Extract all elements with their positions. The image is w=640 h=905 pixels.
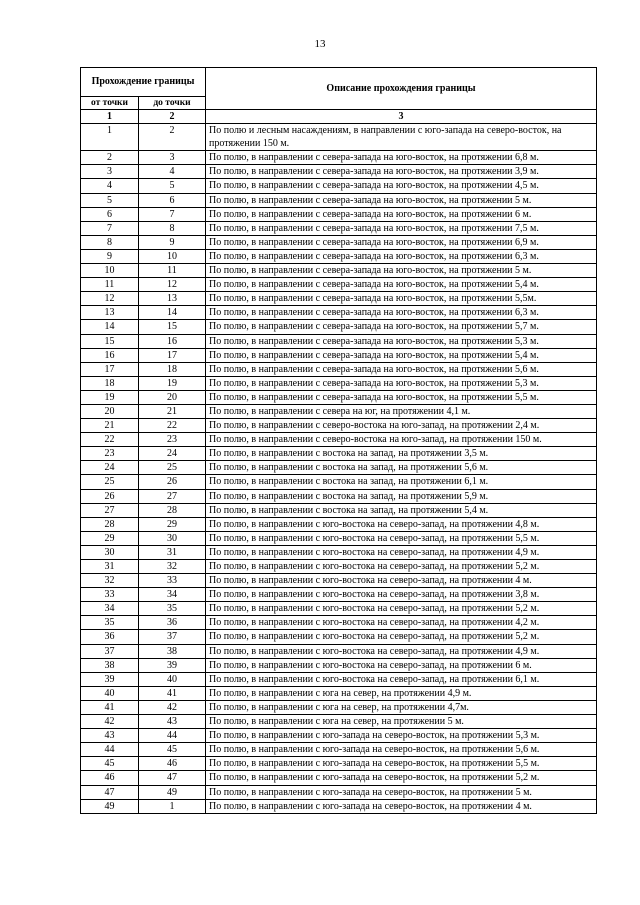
from-point-cell: 42 <box>81 715 139 729</box>
to-point-cell: 14 <box>139 306 206 320</box>
to-point-cell: 45 <box>139 743 206 757</box>
table-row <box>81 447 597 461</box>
to-point-cell: 27 <box>139 489 206 503</box>
from-point-cell: 11 <box>81 278 139 292</box>
to-point-cell: 25 <box>139 461 206 475</box>
table-row <box>81 390 597 404</box>
from-point-cell: 12 <box>81 292 139 306</box>
column-index-row <box>81 110 597 124</box>
description-cell: По полю, в направлении с севера-запада на юго-восток, на протяжении 5,7 м. <box>206 320 597 334</box>
to-point-cell: 15 <box>139 320 206 334</box>
from-point-cell: 43 <box>81 729 139 743</box>
group-header: Прохождение границы <box>81 68 206 97</box>
page-number: 13 <box>314 38 326 50</box>
table-row <box>81 419 597 433</box>
description-cell: По полю, в направлении с юго-востока на северо-запад, на протяжении 4,8 м. <box>206 517 597 531</box>
table-row <box>81 489 597 503</box>
table-row <box>81 545 597 559</box>
description-cell: По полю, в направлении с юго-востока на северо-запад, на протяжении 6 м. <box>206 658 597 672</box>
from-point-cell: 1 <box>81 124 139 151</box>
description-cell: По полю, в направлении с востока на запад, на протяжении 6,1 м. <box>206 475 597 489</box>
table-row <box>81 602 597 616</box>
table-row <box>81 799 597 813</box>
description-cell: По полю, в направлении с северо-востока на юго-запад, на протяжении 2,4 м. <box>206 419 597 433</box>
description-cell: По полю, в направлении с севера-запада на юго-восток, на протяжении 5,3 м. <box>206 376 597 390</box>
from-point-cell: 47 <box>81 785 139 799</box>
description-cell: По полю, в направлении с востока на запад, на протяжении 5,4 м. <box>206 503 597 517</box>
from-point-cell: 25 <box>81 475 139 489</box>
to-point-cell: 39 <box>139 658 206 672</box>
description-cell: По полю, в направлении с севера-запада на юго-восток, на протяжении 5,3 м. <box>206 334 597 348</box>
to-point-cell: 44 <box>139 729 206 743</box>
to-point-cell: 34 <box>139 588 206 602</box>
from-point-cell: 2 <box>81 151 139 165</box>
from-point-cell: 10 <box>81 264 139 278</box>
to-point-cell: 3 <box>139 151 206 165</box>
table-row <box>81 461 597 475</box>
description-cell: По полю, в направлении с севера-запада на юго-восток, на протяжении 7,5 м. <box>206 221 597 235</box>
table-row <box>81 151 597 165</box>
table-row <box>81 658 597 672</box>
to-point-cell: 13 <box>139 292 206 306</box>
from-point-cell: 13 <box>81 306 139 320</box>
to-point-cell: 43 <box>139 715 206 729</box>
from-point-cell: 39 <box>81 672 139 686</box>
description-cell: По полю, в направлении с юга на север, на протяжении 5 м. <box>206 715 597 729</box>
description-cell: По полю, в направлении с юго-востока на северо-запад, на протяжении 5,2 м. <box>206 560 597 574</box>
from-point-cell: 40 <box>81 686 139 700</box>
description-cell: По полю, в направлении с юго-востока на северо-запад, на протяжении 5,2 м. <box>206 602 597 616</box>
table-row <box>81 531 597 545</box>
description-cell: По полю, в направлении с юго-востока на северо-запад, на протяжении 4,9 м. <box>206 545 597 559</box>
from-point-cell: 9 <box>81 249 139 263</box>
to-point-cell: 6 <box>139 193 206 207</box>
to-point-cell: 29 <box>139 517 206 531</box>
description-cell: По полю, в направлении с севера-запада на юго-восток, на протяжении 3,9 м. <box>206 165 597 179</box>
column-index: 2 <box>139 110 206 124</box>
table-row <box>81 235 597 249</box>
table-row <box>81 207 597 221</box>
table-row <box>81 588 597 602</box>
to-point-cell: 31 <box>139 545 206 559</box>
table-row <box>81 165 597 179</box>
table-row <box>81 729 597 743</box>
from-point-cell: 28 <box>81 517 139 531</box>
from-point-cell: 49 <box>81 799 139 813</box>
boundary-table <box>80 67 597 814</box>
description-cell: По полю, в направлении с севера-запада на юго-восток, на протяжении 4,5 м. <box>206 179 597 193</box>
description-cell: По полю, в направлении с юго-запада на северо-восток, на протяжении 5 м. <box>206 785 597 799</box>
from-point-cell: 36 <box>81 630 139 644</box>
to-point-cell: 16 <box>139 334 206 348</box>
from-point-cell: 26 <box>81 489 139 503</box>
description-cell: По полю, в направлении с севера-запада на юго-восток, на протяжении 5,5м. <box>206 292 597 306</box>
to-point-cell: 26 <box>139 475 206 489</box>
description-cell: По полю, в направлении с юго-запада на северо-восток, на протяжении 5,6 м. <box>206 743 597 757</box>
description-cell: По полю, в направлении с юго-востока на северо-запад, на протяжении 5,5 м. <box>206 531 597 545</box>
description-cell: По полю, в направлении с юго-востока на северо-запад, на протяжении 4 м. <box>206 574 597 588</box>
from-point-cell: 15 <box>81 334 139 348</box>
from-point-cell: 5 <box>81 193 139 207</box>
description-cell: По полю, в направлении с юго-востока на северо-запад, на протяжении 5,2 м. <box>206 630 597 644</box>
description-cell: По полю и лесным насаждениям, в направлении с юго-запада на северо-восток, на протяжении 150 м. <box>206 124 597 151</box>
description-cell: По полю, в направлении с юга на север, на протяжении 4,9 м. <box>206 686 597 700</box>
to-point-cell: 7 <box>139 207 206 221</box>
table-row <box>81 700 597 714</box>
table-row <box>81 616 597 630</box>
from-point-cell: 23 <box>81 447 139 461</box>
table-row <box>81 517 597 531</box>
table-row <box>81 433 597 447</box>
to-point-cell: 23 <box>139 433 206 447</box>
to-point-cell: 20 <box>139 390 206 404</box>
to-point-cell: 37 <box>139 630 206 644</box>
from-point-cell: 46 <box>81 771 139 785</box>
from-point-cell: 27 <box>81 503 139 517</box>
table-row <box>81 334 597 348</box>
description-cell: По полю, в направлении с севера-запада на юго-восток, на протяжении 6,8 м. <box>206 151 597 165</box>
to-point-cell: 5 <box>139 179 206 193</box>
table-row <box>81 320 597 334</box>
description-cell: По полю, в направлении с юго-запада на северо-восток, на протяжении 5,3 м. <box>206 729 597 743</box>
to-point-cell: 8 <box>139 221 206 235</box>
from-point-cell: 21 <box>81 419 139 433</box>
from-point-cell: 8 <box>81 235 139 249</box>
description-cell: По полю, в направлении с юго-запада на северо-восток, на протяжении 5,2 м. <box>206 771 597 785</box>
table-row <box>81 376 597 390</box>
description-cell: По полю, в направлении с северо-востока на юго-запад, на протяжении 150 м. <box>206 433 597 447</box>
description-cell: По полю, в направлении с севера-запада на юго-восток, на протяжении 5,5 м. <box>206 390 597 404</box>
from-point-cell: 41 <box>81 700 139 714</box>
to-point-cell: 36 <box>139 616 206 630</box>
from-point-cell: 17 <box>81 362 139 376</box>
table-row <box>81 179 597 193</box>
description-cell: По полю, в направлении с севера-запада на юго-восток, на протяжении 5,4 м. <box>206 348 597 362</box>
table-row <box>81 757 597 771</box>
to-point-cell: 47 <box>139 771 206 785</box>
from-point-cell: 14 <box>81 320 139 334</box>
to-point-cell: 18 <box>139 362 206 376</box>
to-point-cell: 21 <box>139 404 206 418</box>
from-point-cell: 33 <box>81 588 139 602</box>
to-point-cell: 32 <box>139 560 206 574</box>
table-row <box>81 292 597 306</box>
from-point-cell: 4 <box>81 179 139 193</box>
to-point-cell: 28 <box>139 503 206 517</box>
to-point-cell: 24 <box>139 447 206 461</box>
table-row <box>81 574 597 588</box>
from-point-cell: 3 <box>81 165 139 179</box>
table-row <box>81 348 597 362</box>
description-cell: По полю, в направлении с севера-запада на юго-восток, на протяжении 5,6 м. <box>206 362 597 376</box>
from-point-cell: 6 <box>81 207 139 221</box>
from-point-cell: 29 <box>81 531 139 545</box>
from-point-cell: 37 <box>81 644 139 658</box>
from-point-cell: 7 <box>81 221 139 235</box>
to-point-cell: 19 <box>139 376 206 390</box>
from-point-cell: 38 <box>81 658 139 672</box>
to-point-cell: 33 <box>139 574 206 588</box>
table-row <box>81 124 597 151</box>
to-point-cell: 2 <box>139 124 206 151</box>
to-point-cell: 30 <box>139 531 206 545</box>
to-point-cell: 41 <box>139 686 206 700</box>
to-point-cell: 46 <box>139 757 206 771</box>
to-point-cell: 49 <box>139 785 206 799</box>
description-cell: По полю, в направлении с севера-запада на юго-восток, на протяжении 6 м. <box>206 207 597 221</box>
from-point-cell: 32 <box>81 574 139 588</box>
table-row <box>81 644 597 658</box>
table-row <box>81 560 597 574</box>
from-point-cell: 44 <box>81 743 139 757</box>
from-point-cell: 34 <box>81 602 139 616</box>
table-row <box>81 404 597 418</box>
from-point-cell: 16 <box>81 348 139 362</box>
table-row <box>81 249 597 263</box>
table-row <box>81 672 597 686</box>
description-cell: По полю, в направлении с юго-востока на северо-запад, на протяжении 6,1 м. <box>206 672 597 686</box>
table-row <box>81 503 597 517</box>
description-cell: По полю, в направлении с востока на запад, на протяжении 5,9 м. <box>206 489 597 503</box>
from-point-cell: 24 <box>81 461 139 475</box>
from-point-cell: 30 <box>81 545 139 559</box>
from-point-cell: 19 <box>81 390 139 404</box>
table-row <box>81 221 597 235</box>
to-point-cell: 12 <box>139 278 206 292</box>
from-point-cell: 35 <box>81 616 139 630</box>
to-point-cell: 9 <box>139 235 206 249</box>
column-index: 3 <box>206 110 597 124</box>
table-row <box>81 785 597 799</box>
description-cell: По полю, в направлении с севера-запада на юго-восток, на протяжении 6,3 м. <box>206 306 597 320</box>
description-cell: По полю, в направлении с севера-запада на юго-восток, на протяжении 6,9 м. <box>206 235 597 249</box>
description-cell: По полю, в направлении с юга на север, на протяжении 4,7м. <box>206 700 597 714</box>
column-index: 1 <box>81 110 139 124</box>
table-row <box>81 362 597 376</box>
description-cell: По полю, в направлении с юго-запада на северо-восток, на протяжении 5,5 м. <box>206 757 597 771</box>
description-cell: По полю, в направлении с юго-востока на северо-запад, на протяжении 3,8 м. <box>206 588 597 602</box>
description-header: Описание прохождения границы <box>206 68 597 110</box>
description-cell: По полю, в направлении с севера на юг, на протяжении 4,1 м. <box>206 404 597 418</box>
to-point-cell: 40 <box>139 672 206 686</box>
table-row <box>81 193 597 207</box>
description-cell: По полю, в направлении с юго-востока на северо-запад, на протяжении 4,2 м. <box>206 616 597 630</box>
to-point-cell: 4 <box>139 165 206 179</box>
to-point-cell: 42 <box>139 700 206 714</box>
to-point-cell: 38 <box>139 644 206 658</box>
table-row <box>81 686 597 700</box>
description-cell: По полю, в направлении с севера-запада на юго-восток, на протяжении 5,4 м. <box>206 278 597 292</box>
description-cell: По полю, в направлении с востока на запад, на протяжении 5,6 м. <box>206 461 597 475</box>
description-cell: По полю, в направлении с севера-запада на юго-восток, на протяжении 5 м. <box>206 193 597 207</box>
from-point-cell: 31 <box>81 560 139 574</box>
from-point-cell: 22 <box>81 433 139 447</box>
table-row <box>81 264 597 278</box>
description-cell: По полю, в направлении с юго-востока на северо-запад, на протяжении 4,9 м. <box>206 644 597 658</box>
table-row <box>81 715 597 729</box>
table-row <box>81 743 597 757</box>
description-cell: По полю, в направлении с севера-запада на юго-восток, на протяжении 6,3 м. <box>206 249 597 263</box>
to-point-cell: 1 <box>139 799 206 813</box>
from-point-cell: 45 <box>81 757 139 771</box>
from-point-header: от точки <box>81 97 139 110</box>
to-point-header: до точки <box>139 97 206 110</box>
table-row <box>81 630 597 644</box>
table-row <box>81 306 597 320</box>
description-cell: По полю, в направлении с юго-запада на северо-восток, на протяжении 4 м. <box>206 799 597 813</box>
description-cell: По полю, в направлении с востока на запад, на протяжении 3,5 м. <box>206 447 597 461</box>
to-point-cell: 10 <box>139 249 206 263</box>
to-point-cell: 35 <box>139 602 206 616</box>
to-point-cell: 11 <box>139 264 206 278</box>
table-row <box>81 475 597 489</box>
to-point-cell: 22 <box>139 419 206 433</box>
table-row <box>81 771 597 785</box>
from-point-cell: 20 <box>81 404 139 418</box>
description-cell: По полю, в направлении с севера-запада на юго-восток, на протяжении 5 м. <box>206 264 597 278</box>
to-point-cell: 17 <box>139 348 206 362</box>
from-point-cell: 18 <box>81 376 139 390</box>
table-row <box>81 278 597 292</box>
